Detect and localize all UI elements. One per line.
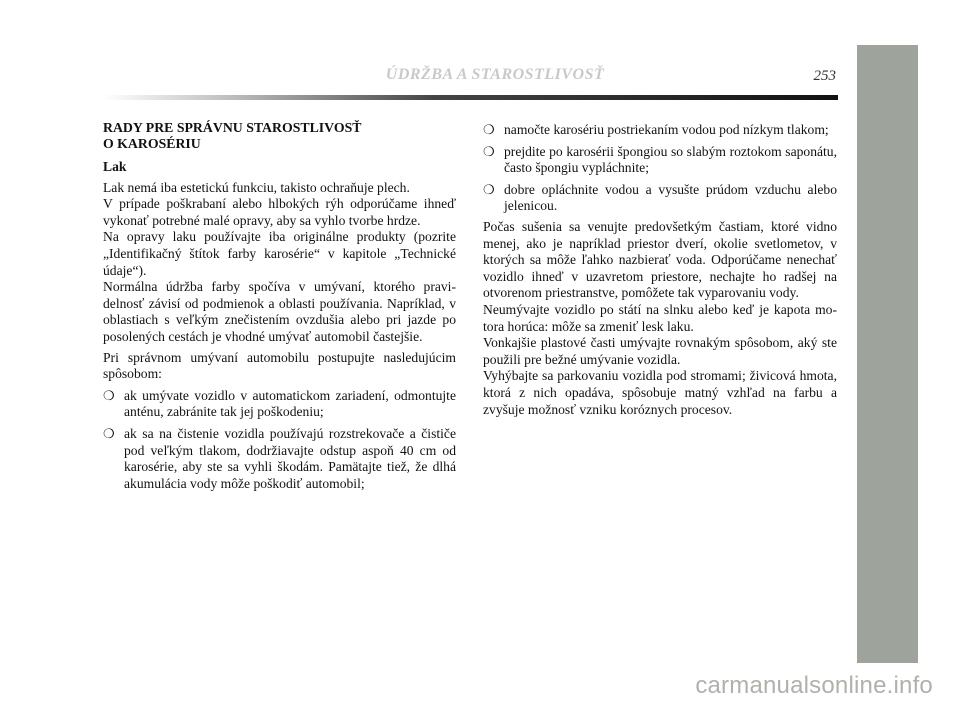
paragraph: Vyhýbajte sa parkovaniu vozidla pod stromami; živicová hmota, ktorá z nich opadáva, spôsobuje matný vzhľad na farbu a zvyšuje možnosť vzniku koróznych procesov. — [483, 368, 837, 417]
list-item-text: namočte karosériu postriekaním vodou pod nízkym tlakom; — [504, 122, 829, 137]
list-item-text: prejdite po karosérii špongiou so slabým roztokom saponátu, často špongiu vypláchnite; — [504, 143, 837, 176]
paragraph: Normálna údržba farby spočíva v umývaní, ktorého pravidelnosť závisí od podmienok a oblasti používania. Napríklad, v oblastiach s veľkým znečistením ovzdušia alebo pri jazde po posolených cestách je vhodné umývať automobil častejšie. — [103, 279, 456, 344]
paragraph: V prípade poškrabaní alebo hlbokých rýh odporúčame ihneď vykonať potrebné malé opravy, aby sa vyhlo tvorbe hrdze. — [103, 196, 456, 228]
subheading-lak: Lak — [103, 159, 127, 174]
paragraph: Lak nemá iba estetickú funkciu, takisto ochraňuje plech. — [103, 179, 410, 195]
circle-bullet-icon: ❍ — [103, 387, 115, 403]
page-number: 253 — [813, 68, 836, 84]
paragraph: Počas sušenia sa venujte predovšetkým častiam, ktoré vidno menej, ako je napríklad priestor dverí, okolie svetlometov, v ktorých sa môže ľahko nazbierať voda. Odporúčame nenechať vozidlo ihneď v uzavretom priestore, nechajte ho radšej na otvorenom priestranstve, pomôžete tak vyparovaniu vody. — [483, 218, 837, 301]
running-header-title: ÚDRŽBA A STAROSTLIVOSŤ — [385, 66, 605, 83]
side-tab-bar — [857, 45, 918, 663]
header-divider — [103, 95, 838, 100]
watermark-text: carmanualsonline.info — [695, 672, 933, 699]
right-column — [483, 122, 837, 418]
circle-bullet-icon: ❍ — [483, 143, 495, 159]
paragraph: Na opravy laku používajte iba originálne produkty (pozrite „Identifikačný štítok farby karosérie“ v kapitole „Technické údaje“). — [103, 229, 456, 278]
paragraph: Vonkajšie plastové časti umývajte rovnakým spôsobom, aký ste použili pre bežné umývanie vozidla. — [483, 335, 837, 367]
list-item-text: ak umývate vozidlo v automatickom zariadení, odmontujte anténu, zabránite tak jej poškodeniu; — [124, 387, 456, 420]
left-column — [103, 120, 456, 492]
list-item — [483, 122, 837, 139]
list-item — [103, 426, 456, 492]
section-heading-line1: RADY PRE SPRÁVNU STAROSTLIVOSŤ — [103, 120, 362, 135]
list-item — [103, 388, 456, 421]
circle-bullet-icon: ❍ — [483, 181, 495, 197]
list-item-text: dobre opláchnite vodou a vysušte prúdom vzduchu alebo jelenicou. — [504, 181, 837, 214]
circle-bullet-icon: ❍ — [483, 122, 495, 137]
list-item — [483, 144, 837, 177]
list-item — [483, 182, 837, 215]
list-item-text: ak sa na čistenie vozidla používajú rozstrekovače a čističe pod veľkým tlakom, dodržiavajte odstup aspoň 40 cm od karosérie, aby ste sa vyhli škodám. Pamätajte tiež, že dlhá akumulácia vody môže poškodiť automobil; — [124, 425, 456, 491]
paragraph: Neumývajte vozidlo po státí na slnku alebo keď je kapota motora horúca: môže sa zmeniť lesk laku. — [483, 301, 837, 334]
section-heading-line2: O KAROSÉRIU — [103, 136, 201, 151]
paragraph: Pri správnom umývaní automobilu postupujte nasledujúcim spôsobom: — [103, 349, 456, 382]
circle-bullet-icon: ❍ — [103, 425, 115, 441]
